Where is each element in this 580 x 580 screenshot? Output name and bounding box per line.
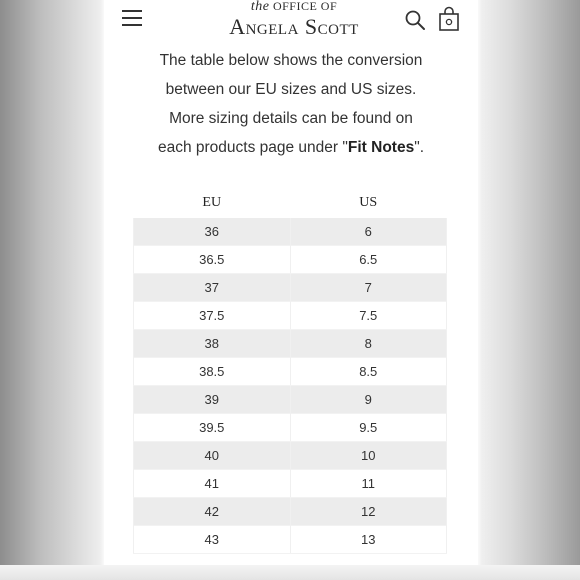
table-row bbox=[134, 358, 447, 386]
logo-name: Angela Scott bbox=[229, 14, 359, 39]
eu-size-cell: 39.5 bbox=[134, 414, 291, 442]
intro-line-1: The table below shows the conversion bbox=[159, 52, 423, 69]
logo-tagline bbox=[204, 0, 384, 15]
menu-bar bbox=[122, 10, 142, 12]
eu-size-cell: 43 bbox=[134, 526, 291, 554]
eu-column-header: EU bbox=[134, 188, 291, 218]
table-row bbox=[134, 386, 447, 414]
hamburger-menu-icon[interactable] bbox=[122, 10, 142, 26]
size-conversion-intro bbox=[104, 46, 478, 162]
eu-size-cell: 42 bbox=[134, 498, 291, 526]
table-row bbox=[134, 302, 447, 330]
table-row bbox=[134, 218, 447, 246]
search-icon[interactable] bbox=[404, 9, 426, 31]
bottom-edge bbox=[0, 565, 580, 580]
us-size-cell: 11 bbox=[290, 470, 447, 498]
us-column-header: US bbox=[290, 188, 447, 218]
table-row bbox=[134, 498, 447, 526]
intro-line-4-prefix: each products page under " bbox=[157, 139, 348, 156]
table-row bbox=[134, 414, 447, 442]
table-row bbox=[134, 246, 447, 274]
us-size-cell: 13 bbox=[290, 526, 447, 554]
logo-office-of: OFFICE OF bbox=[272, 0, 338, 13]
table-row bbox=[134, 274, 447, 302]
us-size-cell: 12 bbox=[290, 498, 447, 526]
table-row bbox=[134, 330, 447, 358]
mobile-page bbox=[104, 0, 478, 565]
us-size-cell: 7.5 bbox=[290, 302, 447, 330]
eu-size-cell: 39 bbox=[134, 386, 291, 414]
us-size-cell: 9 bbox=[290, 386, 447, 414]
eu-size-cell: 40 bbox=[134, 442, 291, 470]
logo-the: the bbox=[250, 0, 270, 14]
menu-bar bbox=[122, 17, 142, 19]
table-row bbox=[134, 470, 447, 498]
table-row bbox=[134, 442, 447, 470]
table-row bbox=[134, 526, 447, 554]
us-size-cell: 8.5 bbox=[290, 358, 447, 386]
us-size-cell: 6 bbox=[290, 218, 447, 246]
us-size-cell: 8 bbox=[290, 330, 447, 358]
size-conversion-table bbox=[133, 188, 447, 554]
intro-line-4-suffix: ". bbox=[414, 139, 425, 156]
menu-bar bbox=[122, 24, 142, 26]
brand-logo[interactable] bbox=[204, 0, 384, 39]
eu-size-cell: 38.5 bbox=[134, 358, 291, 386]
us-size-cell: 6.5 bbox=[290, 246, 447, 274]
eu-size-cell: 36 bbox=[134, 218, 291, 246]
intro-line-4 bbox=[104, 133, 478, 162]
eu-size-cell: 38 bbox=[134, 330, 291, 358]
us-size-cell: 9.5 bbox=[290, 414, 447, 442]
eu-size-cell: 37.5 bbox=[134, 302, 291, 330]
us-size-cell: 10 bbox=[290, 442, 447, 470]
intro-line-3: More sizing details can be found on bbox=[169, 110, 413, 127]
us-size-cell: 7 bbox=[290, 274, 447, 302]
shopping-bag-icon[interactable] bbox=[438, 6, 460, 32]
eu-size-cell: 41 bbox=[134, 470, 291, 498]
eu-size-cell: 37 bbox=[134, 274, 291, 302]
table-header-row bbox=[134, 188, 447, 218]
fit-notes-text: Fit Notes bbox=[347, 139, 415, 156]
eu-size-cell: 36.5 bbox=[134, 246, 291, 274]
intro-line-2: between our EU sizes and US sizes. bbox=[165, 81, 417, 98]
